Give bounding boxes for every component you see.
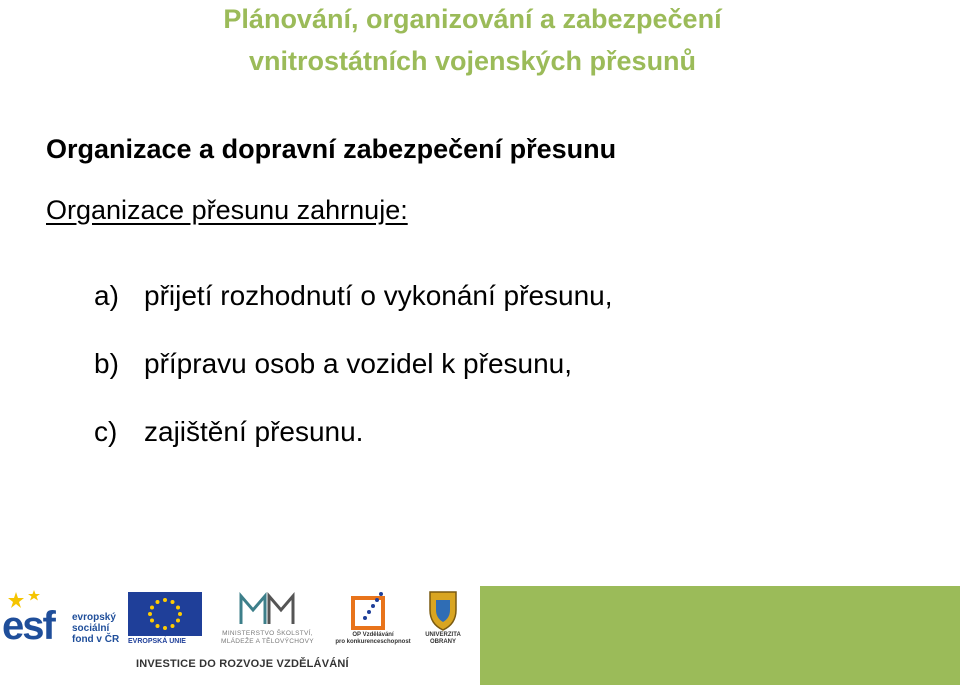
university-logo	[418, 588, 468, 650]
op-label-line: pro konkurenceschopnost	[335, 639, 411, 645]
eu-stars-icon	[128, 592, 202, 636]
university-shield-icon	[418, 588, 468, 632]
list-item-text: přijetí rozhodnutí o vykonání přesunu,	[144, 280, 613, 311]
op-label	[333, 632, 413, 646]
slide-title-line-1: Plánování, organizování a zabezpečení	[223, 4, 722, 34]
slide-title-line-2: vnitrostátních vojenských přesunů	[248, 46, 697, 76]
intro-text: Organizace přesunu zahrnuje:	[46, 195, 408, 225]
university-label-line: OBRANY	[429, 639, 456, 645]
list-marker: a)	[94, 280, 119, 311]
msmt-emblem-icon	[205, 588, 330, 630]
esf-text-line: evropský	[72, 612, 116, 623]
esf-logo	[2, 590, 124, 650]
section-heading: Organizace a dopravní zabezpečení přesunu	[46, 134, 617, 164]
university-label	[418, 632, 468, 646]
list-item-text: zajištění přesunu.	[144, 416, 364, 447]
footer-logo-strip	[0, 586, 480, 685]
op-label-line: OP Vzdělávání	[352, 632, 394, 638]
investment-tagline: INVESTICE DO ROZVOJE VZDĚLÁVÁNÍ	[136, 658, 349, 670]
op-emblem-icon	[333, 588, 413, 632]
eu-flag-icon	[128, 592, 202, 636]
footer-green-block	[480, 586, 960, 685]
esf-text-line: fond v ČR	[72, 634, 120, 645]
list-marker: c)	[94, 416, 118, 447]
eu-logo	[128, 592, 202, 644]
university-label-line: UNIVERZITA	[425, 632, 461, 638]
esf-text-line: sociální	[72, 623, 110, 634]
esf-text	[72, 612, 119, 645]
list-item-text: přípravu osob a vozidel k přesunu,	[144, 348, 573, 379]
msmt-label-line: MLÁDEŽE A TĚLOVÝCHOVY	[221, 638, 314, 645]
msmt-label-line: MINISTERSTVO ŠKOLSTVÍ,	[222, 630, 313, 637]
msmt-label	[205, 630, 330, 646]
list-marker: b)	[94, 348, 119, 379]
esf-letters: esf	[2, 604, 54, 648]
msmt-logo	[205, 588, 330, 648]
op-logo	[333, 588, 413, 648]
eu-label: EVROPSKÁ UNIE	[128, 638, 186, 645]
